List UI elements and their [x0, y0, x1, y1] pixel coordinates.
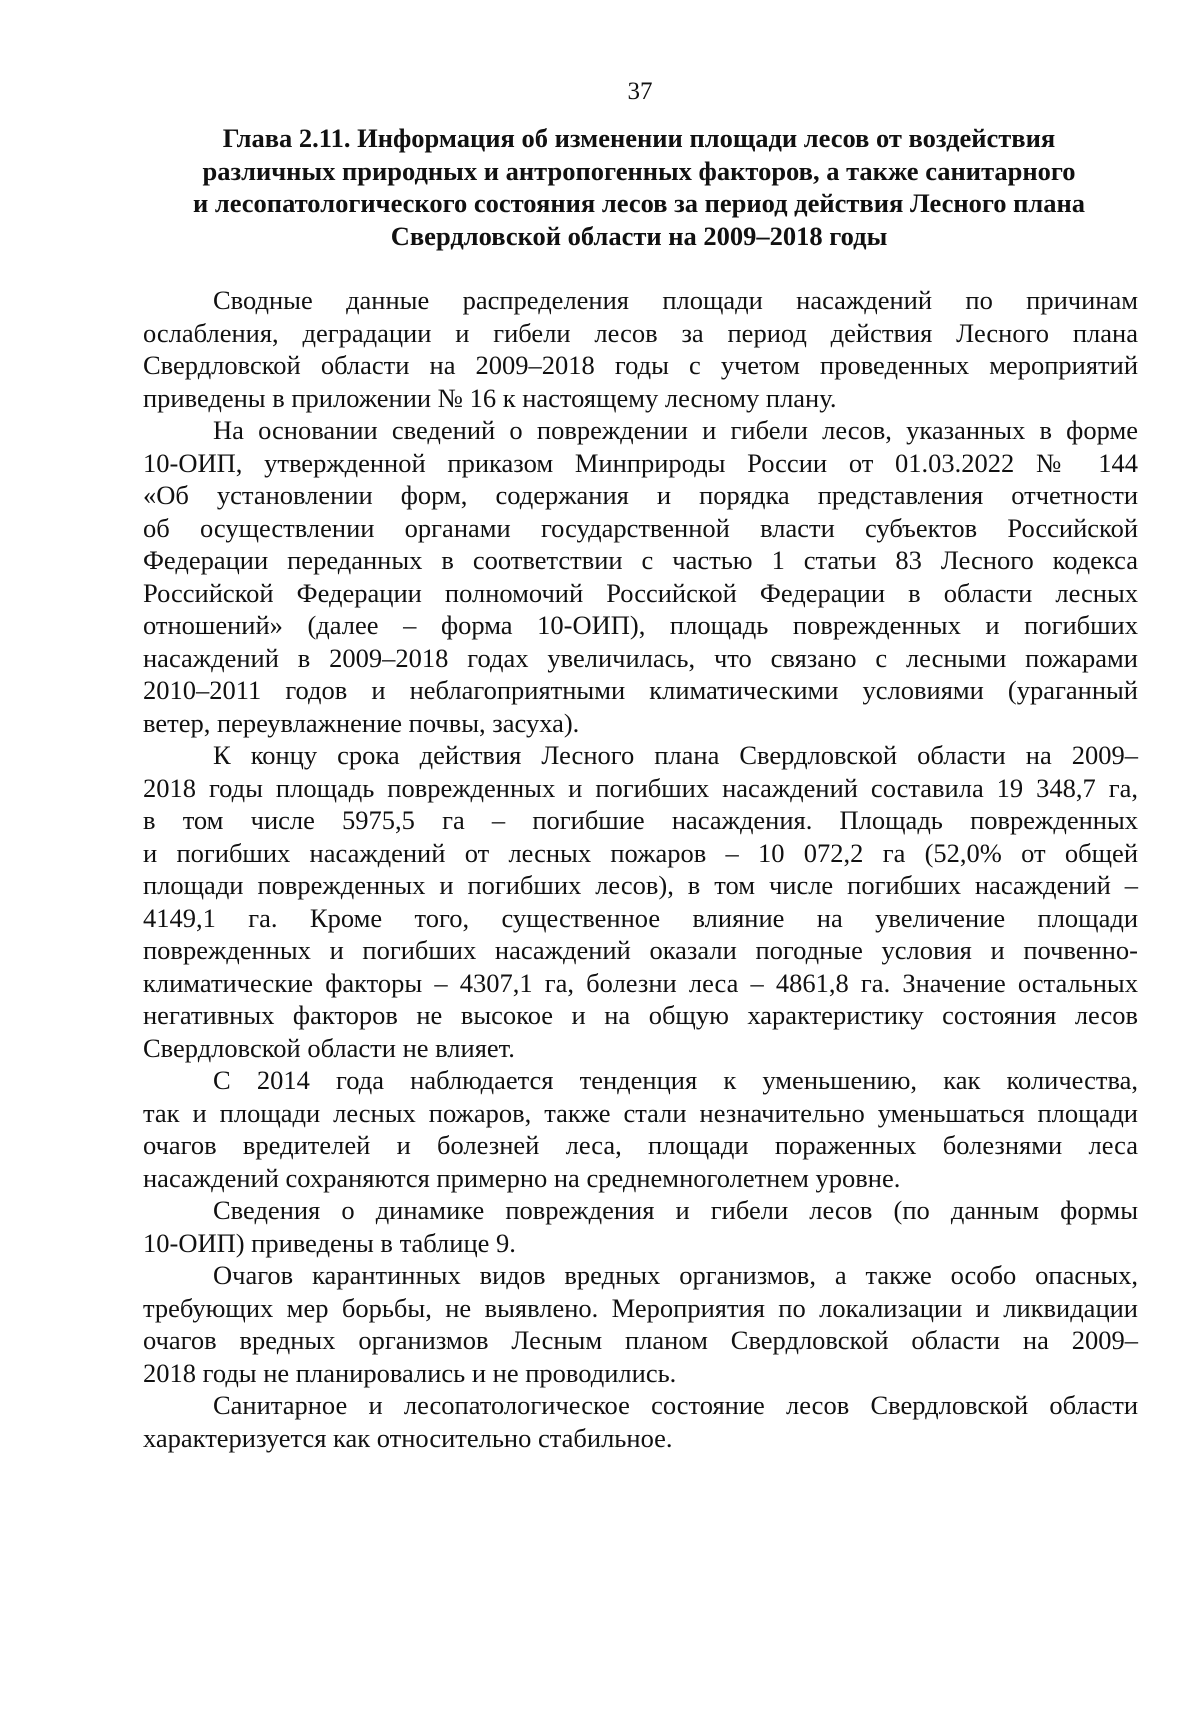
text-line: С 2014 года наблюдается тенденция к уменьшению, как количества, [213, 1065, 1138, 1095]
paragraph [143, 1259, 1138, 1389]
page-number: 37 [627, 78, 653, 105]
text-line: «Об установлении форм, содержания и порядка представления отчетности [143, 480, 1138, 510]
text-line: насаждений сохраняются примерно на среднемноголетнем уровне. [143, 1162, 901, 1193]
text-line: очагов вредителей и болезней леса, площади пораженных болезнями леса [143, 1130, 1138, 1160]
text-line: ослабления, деградации и гибели лесов за период действия Лесного плана [143, 317, 1138, 348]
text-line: в том числе 5975,5 га – погибшие насаждения. Площадь поврежденных [143, 805, 1138, 835]
text-line: Сведения о динамике повреждения и гибели лесов (по данным формы [213, 1195, 1138, 1225]
text-line: 10-ОИП) приведены в таблице 9. [143, 1227, 516, 1258]
text-line: требующих мер борьбы, не выявлено. Мероприятия по локализации и ликвидации [143, 1292, 1138, 1323]
text-line: Федерации переданных в соответствии с частью 1 статьи 83 Лесного кодекса [143, 545, 1138, 575]
text-line: 10-ОИП, утвержденной приказом Минприроды России от 01.03.2022 № 144 [143, 447, 1138, 478]
chapter-heading [158, 122, 1120, 252]
paragraph [143, 739, 1138, 1064]
text-line: 4149,1 га. Кроме того, существенное влияние на увеличение площади [143, 902, 1138, 933]
text-line: Очагов карантинных видов вредных организмов, а также особо опасных, [213, 1260, 1138, 1290]
text-line: На основании сведений о повреждении и гибели лесов, указанных в форме [213, 415, 1138, 445]
text-line: Российской Федерации полномочий Российской Федерации в области лесных [143, 577, 1138, 608]
paragraph [143, 1389, 1138, 1454]
text-line: приведены в приложении № 16 к настоящему лесному плану. [143, 382, 837, 413]
text-line: 2018 годы не планировались и не проводились. [143, 1357, 677, 1388]
paragraph [143, 1064, 1138, 1194]
text-line: Свердловской области не влияет. [143, 1032, 515, 1063]
paragraph [143, 1194, 1138, 1259]
text-line: так и площади лесных пожаров, также стали незначительно уменьшаться площади [143, 1097, 1138, 1128]
text-line: площади поврежденных и погибших лесов), в том числе погибших насаждений – [143, 870, 1138, 900]
heading-line: и лесопатологического состояния лесов за период действия Лесного плана [192, 188, 1086, 218]
text-line: климатические факторы – 4307,1 га, болезни леса – 4861,8 га. Значение остальных [143, 967, 1138, 998]
text-line: Сводные данные распределения площади насаждений по причинам [213, 285, 1138, 315]
text-line: насаждений в 2009–2018 годах увеличилась, что связано с лесными пожарами [143, 642, 1138, 673]
heading-line: различных природных и антропогенных факторов, а также санитарного [202, 155, 1076, 186]
body-text [143, 284, 1138, 1454]
heading-line: Свердловской области на 2009–2018 годы [390, 220, 888, 251]
text-line: 2010–2011 годов и неблагоприятными климатическими условиями (ураганный [143, 675, 1138, 705]
text-line: ветер, переувлажнение почвы, засуха). [143, 707, 580, 738]
text-line: Санитарное и лесопатологическое состояние лесов Свердловской области [213, 1390, 1138, 1420]
text-line: очагов вредных организмов Лесным планом Свердловской области на 2009– [143, 1325, 1138, 1355]
heading-line: Глава 2.11. Информация об изменении площади лесов от воздействия [222, 123, 1056, 153]
text-line: характеризуется как относительно стабильное. [143, 1422, 673, 1453]
paragraph [143, 414, 1138, 739]
text-line: 2018 годы площадь поврежденных и погибших насаждений составила 19 348,7 га, [143, 772, 1138, 803]
text-line: об осуществлении органами государственной власти субъектов Российской [143, 512, 1138, 543]
text-line: К концу срока действия Лесного плана Свердловской области на 2009– [213, 740, 1138, 770]
text-line: негативных факторов не высокое и на общую характеристику состояния лесов [143, 1000, 1138, 1030]
text-line: отношений» (далее – форма 10-ОИП), площадь поврежденных и погибших [143, 610, 1138, 640]
text-line: и погибших насаждений от лесных пожаров – 10 072,2 га (52,0% от общей [143, 837, 1138, 868]
text-line: поврежденных и погибших насаждений оказали погодные условия и почвенно- [143, 935, 1138, 965]
text-line: Свердловской области на 2009–2018 годы с учетом проведенных мероприятий [143, 350, 1138, 380]
paragraph [143, 284, 1138, 414]
